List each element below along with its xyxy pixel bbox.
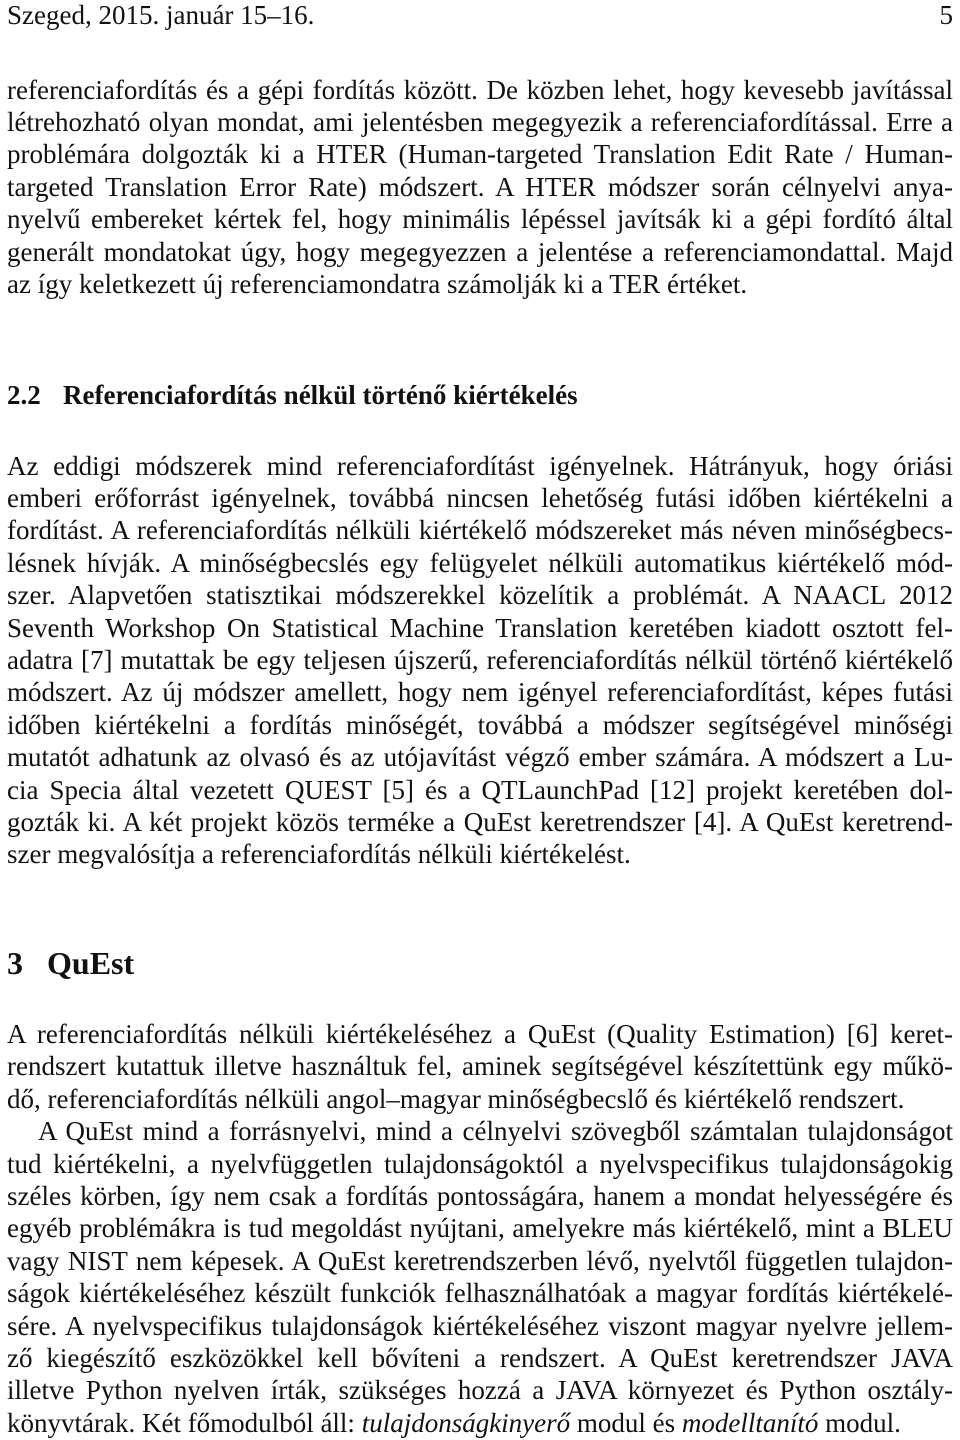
- page-number: 5: [939, 0, 953, 30]
- text-line: Az eddigi módszerek mind referenciafordítást igényelnek. Hátrányuk, hogy óriási: [7, 450, 953, 481]
- text-line: rendszert kutattuk illetve használtuk fel, aminek segítségével készítettünk egy műkö-: [7, 1051, 953, 1082]
- paragraph: [7, 1115, 953, 1439]
- paragraph: [7, 1018, 953, 1115]
- text-line: egyéb problémákra is tud megoldást nyújtani, amelyekre más kiértékelő, mint a BLEU: [7, 1213, 953, 1244]
- section-number: 3: [7, 945, 23, 981]
- text-line: cia Specia által vezetett QUEST [5] és a QTLaunchPad [12] projekt keretében dol-: [7, 774, 953, 805]
- italic-term: tulajdonságkinyerő: [361, 1407, 571, 1438]
- text-line: szer. Alapvetően statisztikai módszerekkel közelítik a problémát. A NAACL 2012: [7, 580, 953, 611]
- text-line: Seventh Workshop On Statistical Machine Translation keretében kiadott osztott fel-: [7, 612, 953, 643]
- text-line: referenciafordítás és a gépi fordítás között. De közben lehet, hogy kevesebb javítással: [7, 74, 953, 105]
- paragraph: [7, 450, 953, 871]
- text-line: A referenciafordítás nélküli kiértékeléséhez a QuEst (Quality Estimation) [6] keret-: [7, 1019, 953, 1049]
- text-line: fordítást. A referenciafordítás nélküli kiértékelő módszereket más néven minőségbecs-: [7, 515, 953, 546]
- text-line: vagy NIST nem képesek. A QuEst keretrendszerben lévő, nyelvtől független tulajdon-: [7, 1245, 953, 1276]
- text-line: sére. A nyelvspecifikus tulajdonságok kiértékeléséhez viszont magyar nyelvre jellem-: [7, 1310, 953, 1341]
- text-line: lésnek hívják. A minőségbecslés egy felügyelet nélküli automatikus kiértékelő mód-: [7, 547, 953, 578]
- section-title: Referenciafordítás nélkül történő kiértékelés: [63, 379, 578, 410]
- section-heading: [7, 379, 953, 411]
- text-line: gozták ki. A két projekt közös terméke a QuEst keretrendszer [4]. A QuEst keretrend-: [7, 806, 953, 837]
- text-line: problémára dolgozták ki a HTER (Human-targeted Translation Edit Rate / Human-: [7, 139, 953, 170]
- text-line: időben kiértékelni a fordítás minőségét, továbbá a módszer segítségével minőségi: [7, 709, 953, 740]
- text-line: dő, referenciafordítás nélküli angol–magyar minőségbecslő és kiértékelő rendszert.: [7, 1083, 905, 1114]
- running-header: [7, 0, 953, 30]
- text-line: nyelvű embereket kértek fel, hogy minimális lépéssel javítsák ki a gépi fordító által: [7, 204, 953, 235]
- text-run: modul.: [818, 1407, 901, 1438]
- text-run: könyvtárak. Két főmodulból áll:: [7, 1407, 362, 1438]
- text-line: mutatót adhatunk az olvasó és az utójavítást végző ember számára. A módszert a Lu-: [7, 742, 953, 773]
- text-line: szer megvalósítja a referenciafordítás nélküli kiértékelést.: [7, 839, 631, 870]
- text-line: generált mondatokat úgy, hogy megegyezzen a jelentése a referenciamondattal. Majd: [7, 236, 953, 267]
- paragraph: [7, 74, 953, 301]
- text-line: az így keletkezett új referenciamondatra számolják ki a TER értéket.: [7, 268, 748, 299]
- text-line: széles körben, így nem csak a fordítás pontosságára, hanem a mondat helyességére és: [7, 1181, 953, 1212]
- italic-term: modelltanító: [681, 1407, 819, 1438]
- text-line: illetve Python nyelven írták, szükséges hozzá a JAVA környezet és Python osztály-: [7, 1375, 953, 1406]
- text-line: ző kiegészítő eszközökkel kell bővíteni a rendszert. A QuEst keretrendszer JAVA: [7, 1343, 953, 1374]
- text-line: létrehozható olyan mondat, ami jelentésben megegyezik a referenciafordítással. Erre a: [7, 106, 953, 137]
- text-line: módszert. Az új módszer amellett, hogy nem igényel referenciafordítást, képes futási: [7, 677, 953, 708]
- text-line: ságok kiértékeléséhez készült funkciók felhasználhatóak a magyar fordítás kiértékelé-: [7, 1278, 953, 1309]
- section-body: [7, 1018, 953, 1439]
- section-title: QuEst: [47, 945, 135, 981]
- text-run: modul és: [570, 1407, 682, 1438]
- section-number: 2.2: [7, 379, 41, 410]
- running-header-venue: Szeged, 2015. január 15–16.: [7, 0, 315, 30]
- section-heading: [7, 944, 953, 982]
- text-line: [7, 1407, 953, 1439]
- text-line: targeted Translation Error Rate) módszert. A HTER módszer során célnyelvi anya-: [7, 171, 953, 202]
- text-line: adatra [7] mutattak be egy teljesen újszerű, referenciafordítás nélkül történő kiértékelő: [7, 644, 953, 675]
- text-line: A QuEst mind a forrásnyelvi, mind a célnyelvi szövegből számtalan tulajdonságot: [38, 1116, 953, 1147]
- text-line: tud kiértékelni, a nyelvfüggetlen tulajdonságoktól a nyelvspecifikus tulajdonságokig: [7, 1148, 953, 1179]
- text-line: emberi erőforrást igényelnek, továbbá nincsen lehetőség futási időben kiértékelni a: [7, 482, 953, 513]
